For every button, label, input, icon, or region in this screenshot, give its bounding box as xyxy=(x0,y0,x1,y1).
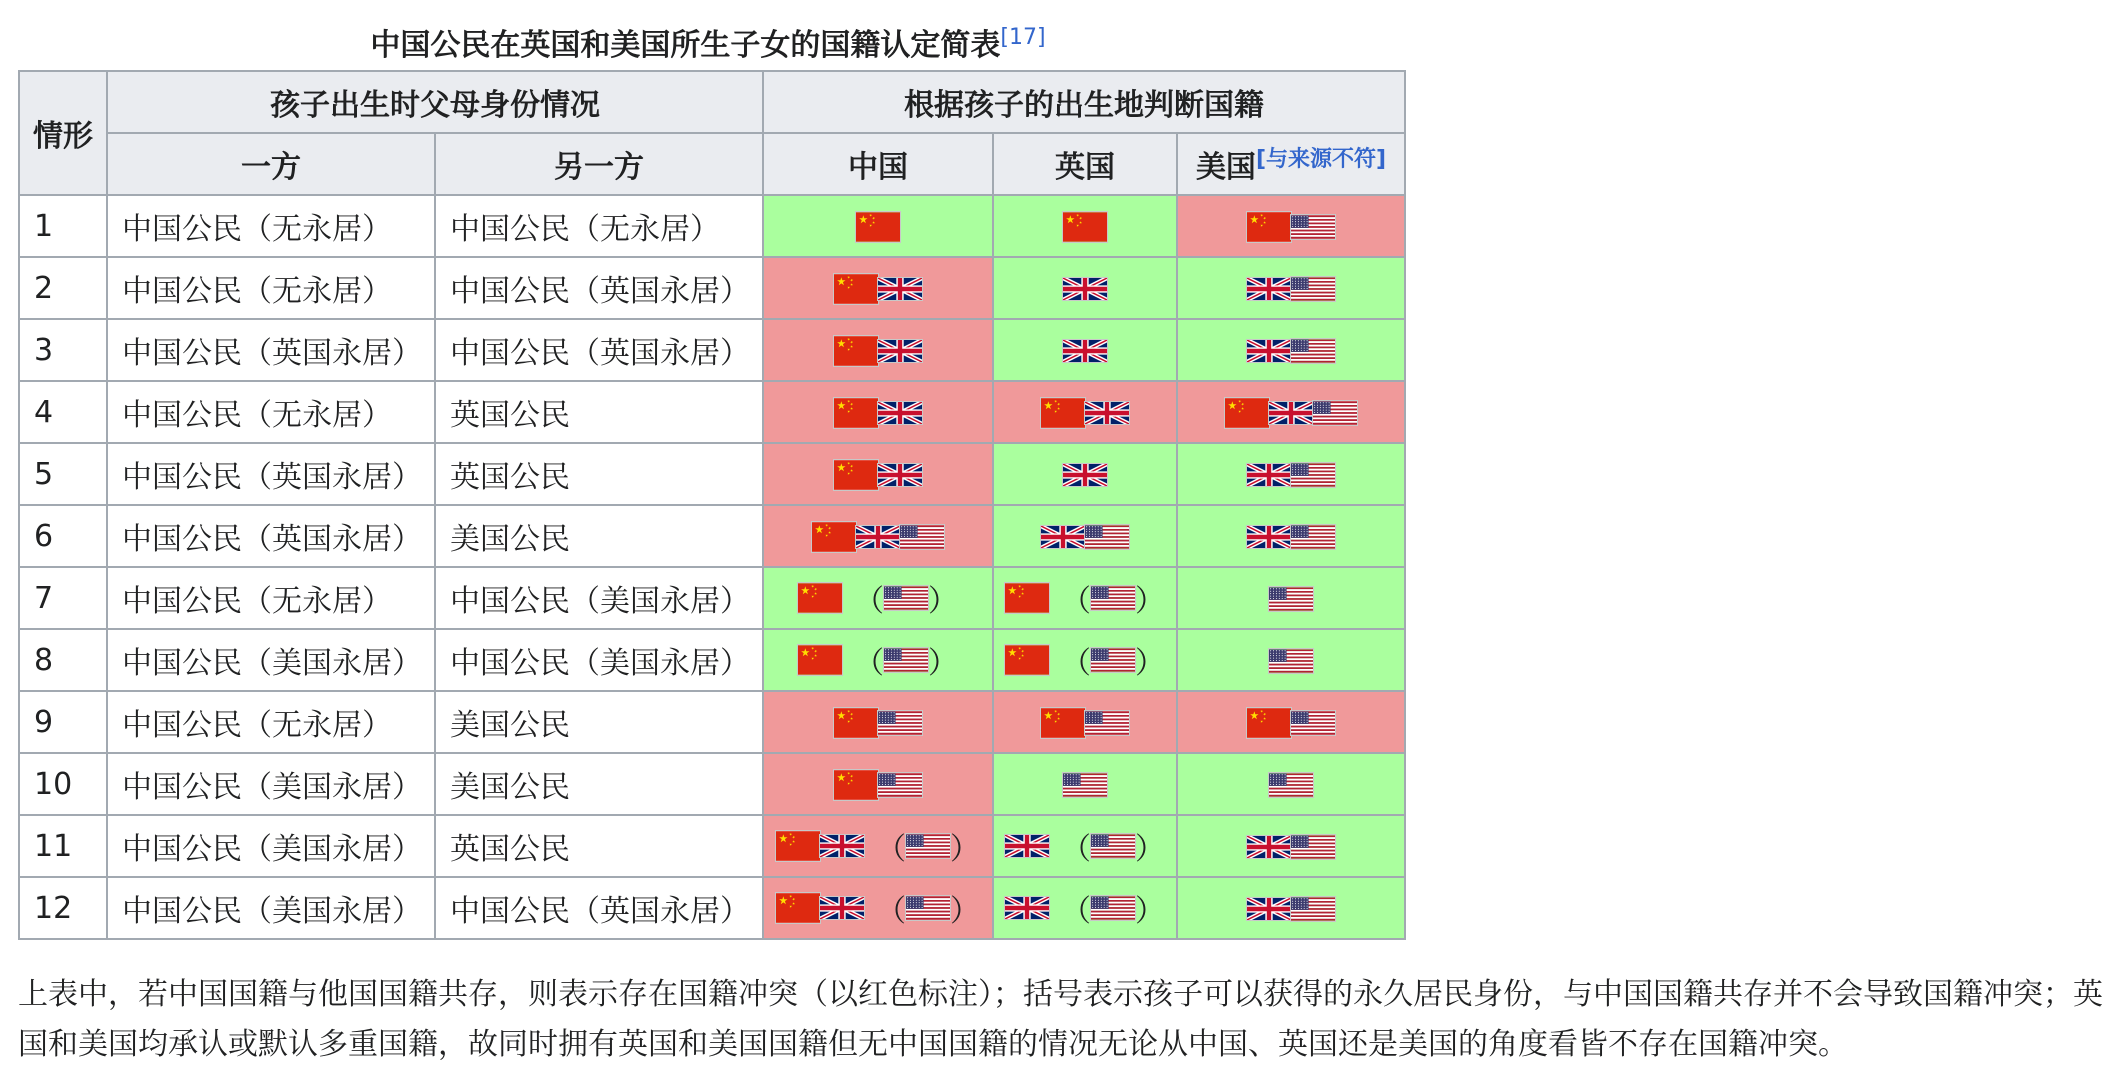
parent1-status-cell: 中国公民（英国永居） xyxy=(107,319,435,381)
parent2-status-cell: 美国公民 xyxy=(435,691,763,753)
birthplace-uk-nationality-cell xyxy=(993,567,1177,629)
case-number-cell: 3 xyxy=(19,319,107,381)
paren-open: （ xyxy=(1061,894,1091,929)
uk-flag-icon xyxy=(1269,402,1313,424)
china-flag-icon xyxy=(834,770,878,800)
birthplace-cn-nationality-cell xyxy=(763,877,993,939)
us-flag-icon xyxy=(1269,649,1313,673)
parent1-status-cell: 中国公民（无永居） xyxy=(107,257,435,319)
header-us-note-anchor[interactable]: [与来源不符] xyxy=(1255,147,1387,172)
paren-close: ） xyxy=(1135,894,1165,929)
us-flag-icon xyxy=(1091,648,1135,672)
uk-flag-icon xyxy=(856,526,900,548)
china-flag-icon xyxy=(834,708,878,738)
case-number-cell: 8 xyxy=(19,629,107,691)
china-flag-icon xyxy=(776,831,820,861)
birthplace-us-nationality-cell xyxy=(1177,257,1405,319)
birthplace-uk-nationality-cell xyxy=(993,629,1177,691)
uk-flag-icon xyxy=(1063,340,1107,362)
uk-flag-icon xyxy=(878,464,922,486)
birthplace-uk-nationality-cell xyxy=(993,815,1177,877)
china-flag-icon xyxy=(834,274,878,304)
parent2-status-cell: 英国公民 xyxy=(435,815,763,877)
table-row xyxy=(19,195,1405,257)
us-flag-icon xyxy=(1291,277,1335,301)
uk-flag-icon xyxy=(1085,402,1129,424)
parent1-status-cell: 中国公民（美国永居） xyxy=(107,753,435,815)
uk-flag-icon xyxy=(1041,526,1085,548)
uk-flag-icon xyxy=(820,897,864,919)
parent1-status-cell: 中国公民（美国永居） xyxy=(107,877,435,939)
table-body xyxy=(19,195,1405,939)
table-row xyxy=(19,567,1405,629)
table-row xyxy=(19,753,1405,815)
paren-close: ） xyxy=(928,584,958,619)
china-flag-icon xyxy=(834,398,878,428)
header-birth-cn: 中国 xyxy=(763,133,993,195)
parent1-status-cell: 中国公民（英国永居） xyxy=(107,443,435,505)
birthplace-cn-nationality-cell xyxy=(763,815,993,877)
parent2-status-cell: 美国公民 xyxy=(435,753,763,815)
uk-flag-icon xyxy=(1063,464,1107,486)
header-birth-uk: 英国 xyxy=(993,133,1177,195)
table-caption xyxy=(18,20,1398,72)
uk-flag-icon xyxy=(1247,464,1291,486)
header-birthplace-group: 根据孩子的出生地判断国籍 xyxy=(763,71,1405,133)
china-flag-icon xyxy=(776,893,820,923)
paren-close: ） xyxy=(1135,832,1165,867)
us-flag-icon xyxy=(906,834,950,858)
header-birth-us xyxy=(1177,133,1405,195)
us-flag-icon xyxy=(1291,711,1335,735)
parent2-status-cell: 中国公民（英国永居） xyxy=(435,257,763,319)
us-flag-icon xyxy=(1063,773,1107,797)
birthplace-us-nationality-cell xyxy=(1177,877,1405,939)
case-number-cell: 9 xyxy=(19,691,107,753)
table-row xyxy=(19,877,1405,939)
us-flag-icon xyxy=(1091,834,1135,858)
parent1-status-cell: 中国公民（英国永居） xyxy=(107,505,435,567)
paren-open: （ xyxy=(1061,832,1091,867)
us-flag-icon xyxy=(1269,773,1313,797)
parent2-status-cell: 美国公民 xyxy=(435,505,763,567)
case-number-cell: 4 xyxy=(19,381,107,443)
paren-open: （ xyxy=(876,832,906,867)
uk-flag-icon xyxy=(1247,526,1291,548)
parent2-status-cell: 中国公民（英国永居） xyxy=(435,319,763,381)
birthplace-cn-nationality-cell xyxy=(763,753,993,815)
us-flag-icon xyxy=(906,896,950,920)
birthplace-cn-nationality-cell xyxy=(763,257,993,319)
table-note: 上表中，若中国国籍与他国国籍共存，则表示存在国籍冲突（以红色标注）；括号表示孩子可以获得的永久居民身份，与中国国籍共存并不会导致国籍冲突；英国和美国均承认或默认多重国籍，故同时拥有英国和美国国籍但无中国国籍的情况无论从中国、英国还是美国的角度看皆不存在国籍冲突。 xyxy=(18,977,2103,1062)
header-parent1: 一方 xyxy=(107,133,435,195)
china-flag-icon xyxy=(798,645,842,675)
parent2-status-cell: 中国公民（美国永居） xyxy=(435,629,763,691)
parent1-status-cell: 中国公民（美国永居） xyxy=(107,629,435,691)
birthplace-cn-nationality-cell xyxy=(763,319,993,381)
birthplace-cn-nationality-cell xyxy=(763,691,993,753)
birthplace-uk-nationality-cell xyxy=(993,877,1177,939)
caption-ref-link[interactable] xyxy=(1000,25,1045,50)
paren-close: ） xyxy=(1135,584,1165,619)
us-flag-icon xyxy=(1085,525,1129,549)
birthplace-cn-nationality-cell xyxy=(763,443,993,505)
china-flag-icon xyxy=(834,336,878,366)
us-flag-icon xyxy=(900,525,944,549)
table-row xyxy=(19,257,1405,319)
birthplace-us-nationality-cell xyxy=(1177,753,1405,815)
birthplace-uk-nationality-cell xyxy=(993,257,1177,319)
uk-flag-icon xyxy=(1005,835,1049,857)
table-row xyxy=(19,505,1405,567)
case-number-cell: 12 xyxy=(19,877,107,939)
table-row xyxy=(19,691,1405,753)
table-row xyxy=(19,381,1405,443)
table-row xyxy=(19,319,1405,381)
parent1-status-cell: 中国公民（无永居） xyxy=(107,195,435,257)
china-flag-icon xyxy=(798,583,842,613)
china-flag-icon xyxy=(1005,645,1049,675)
parent1-status-cell: 中国公民（无永居） xyxy=(107,567,435,629)
header-birth-us-label: 美国 xyxy=(1195,150,1256,185)
us-flag-icon xyxy=(1313,401,1357,425)
case-number-cell: 10 xyxy=(19,753,107,815)
uk-flag-icon xyxy=(1247,836,1291,858)
uk-flag-icon xyxy=(1247,898,1291,920)
uk-flag-icon xyxy=(820,835,864,857)
birthplace-cn-nationality-cell xyxy=(763,381,993,443)
header-case: 情形 xyxy=(19,71,107,195)
paren-open: （ xyxy=(1061,584,1091,619)
birthplace-us-nationality-cell xyxy=(1177,567,1405,629)
paren-open: （ xyxy=(1061,646,1091,681)
parent2-status-cell: 中国公民（无永居） xyxy=(435,195,763,257)
paren-close: ） xyxy=(950,832,980,867)
china-flag-icon xyxy=(1247,212,1291,242)
china-flag-icon xyxy=(1063,212,1107,242)
paren-close: ） xyxy=(1135,646,1165,681)
china-flag-icon xyxy=(834,460,878,490)
us-flag-icon xyxy=(1291,525,1335,549)
us-flag-icon xyxy=(1091,586,1135,610)
birthplace-uk-nationality-cell xyxy=(993,691,1177,753)
parent2-status-cell: 英国公民 xyxy=(435,443,763,505)
uk-flag-icon xyxy=(1247,278,1291,300)
us-flag-icon xyxy=(1091,896,1135,920)
uk-flag-icon xyxy=(878,402,922,424)
header-row-2 xyxy=(19,133,1405,195)
case-number-cell: 2 xyxy=(19,257,107,319)
birthplace-us-nationality-cell xyxy=(1177,691,1405,753)
nationality-table xyxy=(18,70,1406,940)
uk-flag-icon xyxy=(878,278,922,300)
parent2-status-cell: 中国公民（英国永居） xyxy=(435,877,763,939)
uk-flag-icon xyxy=(1247,340,1291,362)
us-flag-icon xyxy=(1291,339,1335,363)
header-us-note-link[interactable] xyxy=(1256,147,1386,172)
birthplace-us-nationality-cell xyxy=(1177,815,1405,877)
parent1-status-cell: 中国公民（无永居） xyxy=(107,691,435,753)
birthplace-uk-nationality-cell xyxy=(993,443,1177,505)
header-parent2: 另一方 xyxy=(435,133,763,195)
parent2-status-cell: 英国公民 xyxy=(435,381,763,443)
birthplace-us-nationality-cell xyxy=(1177,319,1405,381)
us-flag-icon xyxy=(878,711,922,735)
uk-flag-icon xyxy=(1063,278,1107,300)
table-row xyxy=(19,629,1405,691)
birthplace-uk-nationality-cell xyxy=(993,319,1177,381)
paren-close: ） xyxy=(928,646,958,681)
parent2-status-cell: 中国公民（美国永居） xyxy=(435,567,763,629)
us-flag-icon xyxy=(884,648,928,672)
paren-open: （ xyxy=(854,646,884,681)
china-flag-icon xyxy=(812,522,856,552)
birthplace-uk-nationality-cell xyxy=(993,753,1177,815)
us-flag-icon xyxy=(1291,215,1335,239)
birthplace-cn-nationality-cell xyxy=(763,195,993,257)
case-number-cell: 7 xyxy=(19,567,107,629)
table-row xyxy=(19,443,1405,505)
case-number-cell: 5 xyxy=(19,443,107,505)
header-parents-group: 孩子出生时父母身份情况 xyxy=(107,71,763,133)
uk-flag-icon xyxy=(1005,897,1049,919)
china-flag-icon xyxy=(1225,398,1269,428)
parent1-status-cell: 中国公民（美国永居） xyxy=(107,815,435,877)
case-number-cell: 1 xyxy=(19,195,107,257)
parent1-status-cell: 中国公民（无永居） xyxy=(107,381,435,443)
birthplace-uk-nationality-cell xyxy=(993,381,1177,443)
birthplace-cn-nationality-cell xyxy=(763,629,993,691)
china-flag-icon xyxy=(1005,583,1049,613)
china-flag-icon xyxy=(856,212,900,242)
birthplace-us-nationality-cell xyxy=(1177,381,1405,443)
uk-flag-icon xyxy=(878,340,922,362)
china-flag-icon xyxy=(1041,708,1085,738)
china-flag-icon xyxy=(1247,708,1291,738)
us-flag-icon xyxy=(878,773,922,797)
paren-open: （ xyxy=(854,584,884,619)
table-row xyxy=(19,815,1405,877)
us-flag-icon xyxy=(1291,897,1335,921)
birthplace-us-nationality-cell xyxy=(1177,505,1405,567)
us-flag-icon xyxy=(1269,587,1313,611)
case-number-cell: 11 xyxy=(19,815,107,877)
us-flag-icon xyxy=(1291,835,1335,859)
birthplace-uk-nationality-cell xyxy=(993,505,1177,567)
header-row-1 xyxy=(19,71,1405,133)
us-flag-icon xyxy=(1085,711,1129,735)
birthplace-us-nationality-cell xyxy=(1177,629,1405,691)
birthplace-cn-nationality-cell xyxy=(763,567,993,629)
birthplace-uk-nationality-cell xyxy=(993,195,1177,257)
birthplace-us-nationality-cell xyxy=(1177,443,1405,505)
case-number-cell: 6 xyxy=(19,505,107,567)
caption-title: 中国公民在英国和美国所生子女的国籍认定简表 xyxy=(370,28,1001,63)
china-flag-icon xyxy=(1041,398,1085,428)
paren-open: （ xyxy=(876,894,906,929)
paren-close: ） xyxy=(950,894,980,929)
caption-ref-anchor[interactable]: [17] xyxy=(1000,25,1046,50)
birthplace-us-nationality-cell xyxy=(1177,195,1405,257)
us-flag-icon xyxy=(1291,463,1335,487)
birthplace-cn-nationality-cell xyxy=(763,505,993,567)
us-flag-icon xyxy=(884,586,928,610)
